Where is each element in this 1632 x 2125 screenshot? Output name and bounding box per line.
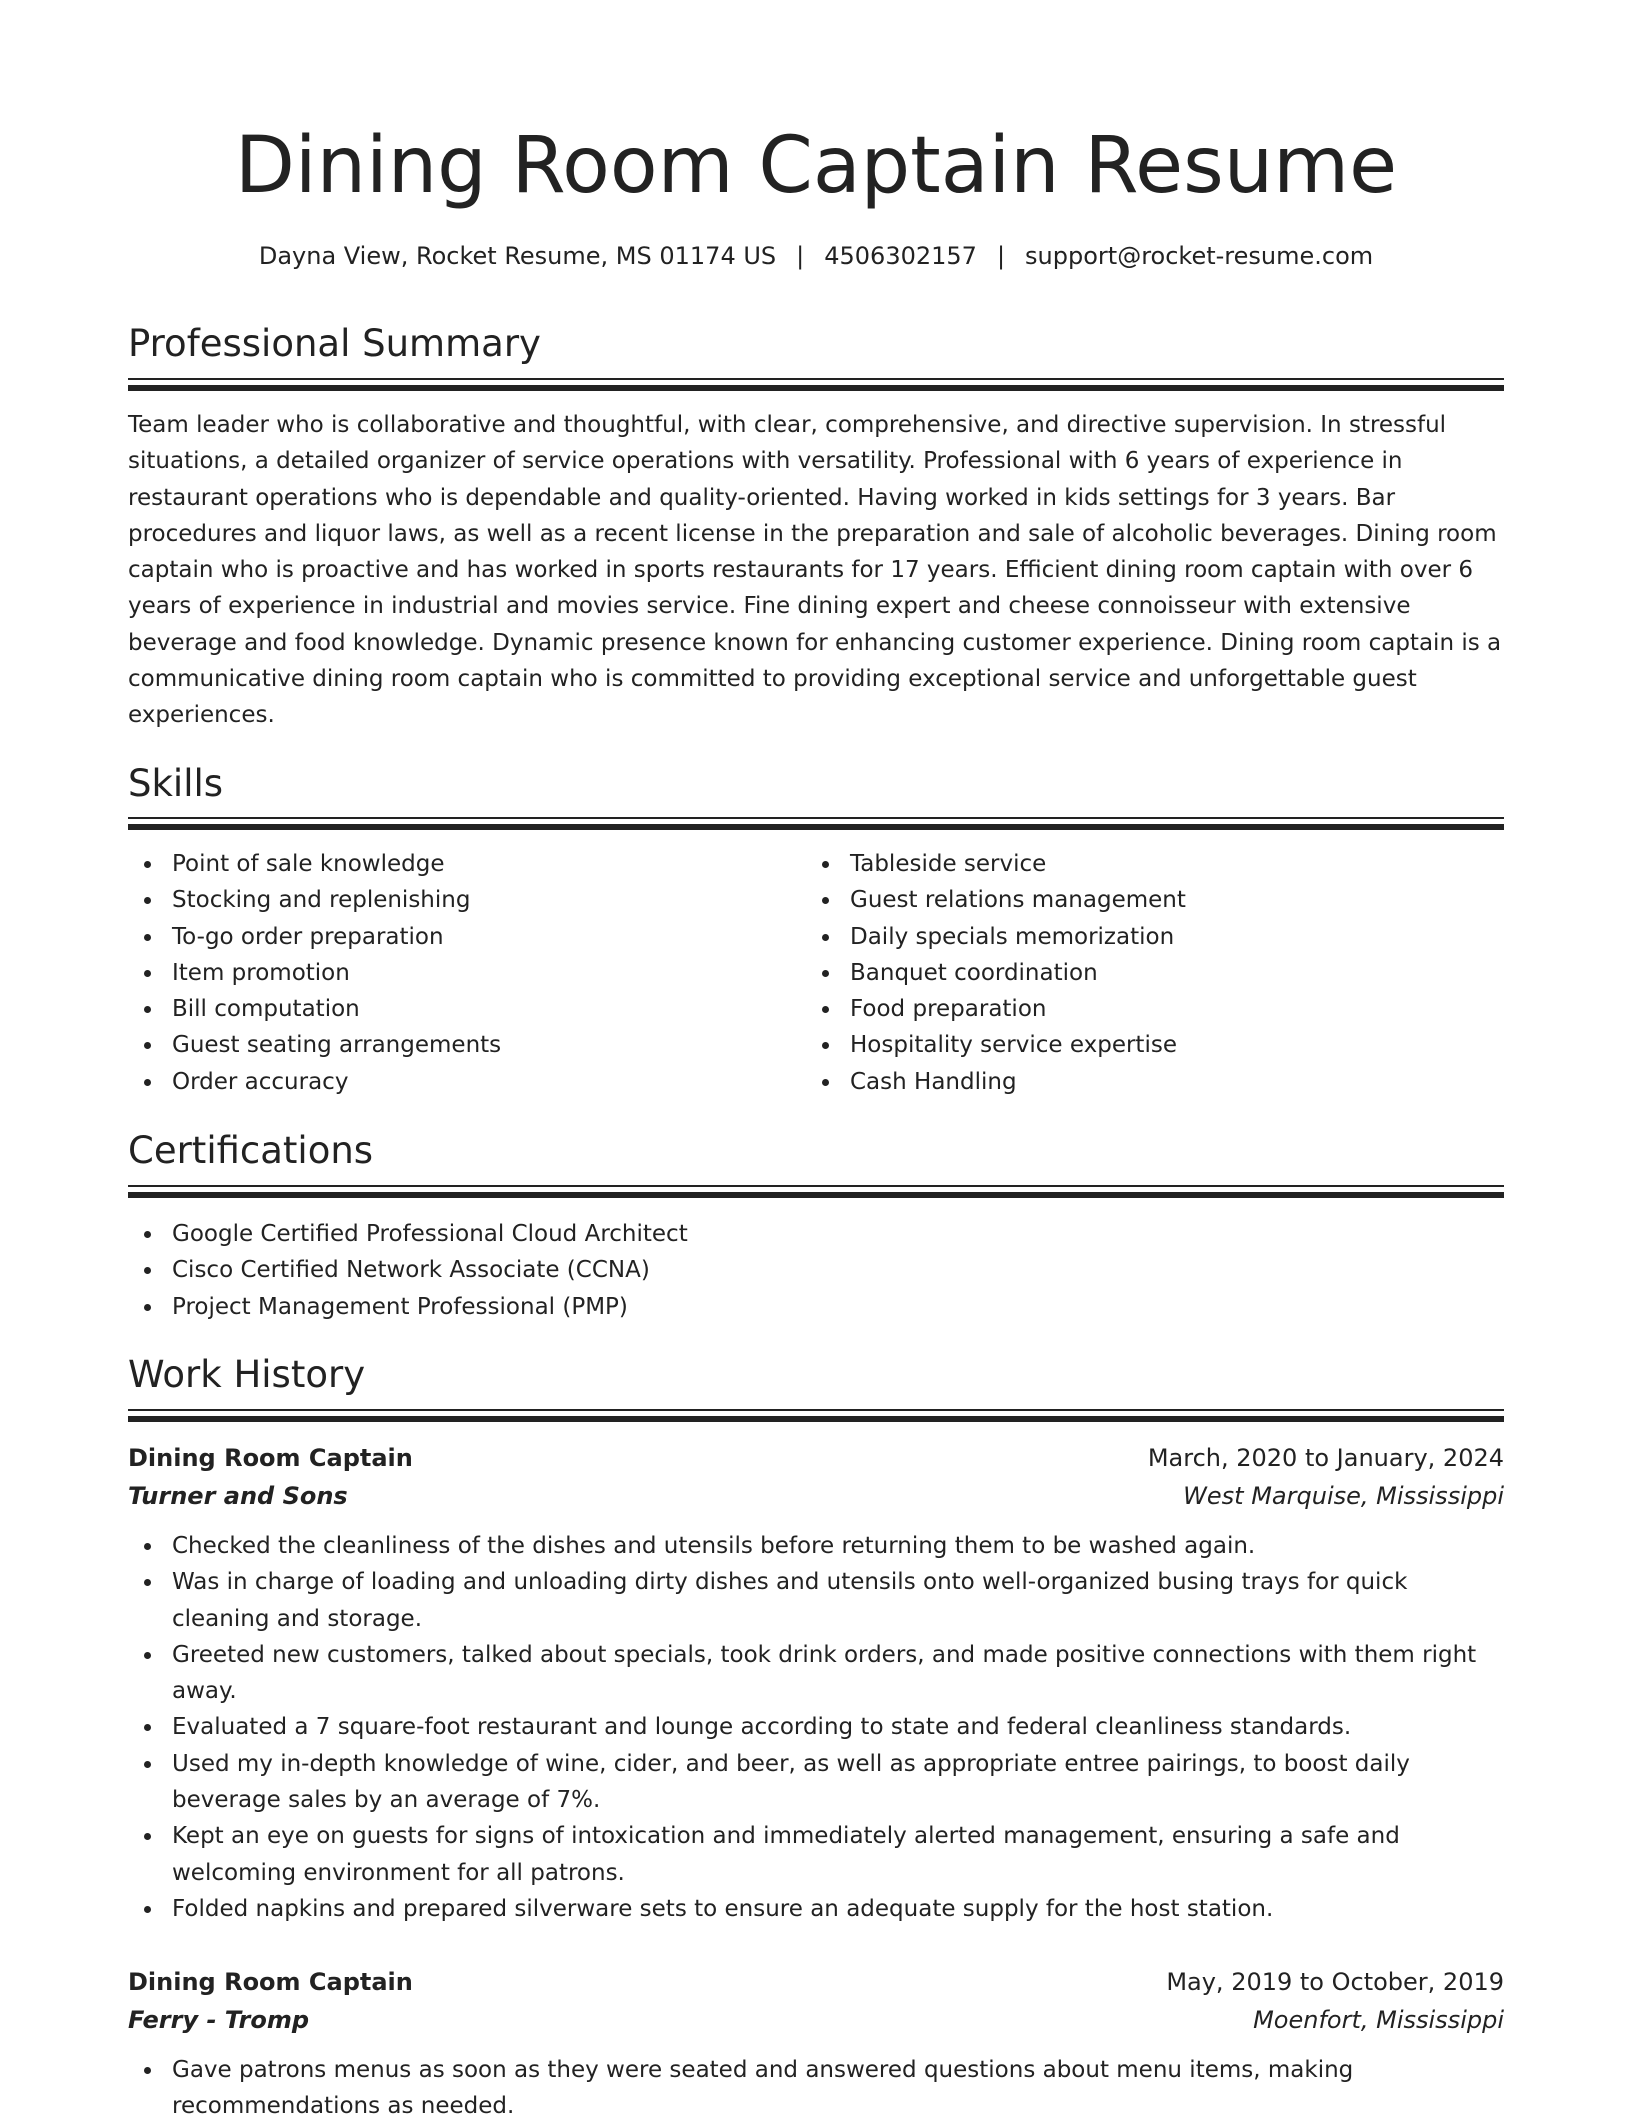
skill-item: Guest relations management <box>806 882 1466 918</box>
resume-title: Dining Room Captain Resume <box>234 121 1398 211</box>
certification-item: Project Management Professional (PMP) <box>128 1289 1504 1325</box>
contact-address: Dayna View, Rocket Resume, MS 01174 US <box>258 242 777 270</box>
skills-list-left <box>128 846 788 1100</box>
section-divider <box>128 817 1504 831</box>
skill-item: Item promotion <box>128 955 788 991</box>
job-entry <box>128 1963 1504 2125</box>
job-duties-list <box>128 2052 1504 2125</box>
job-duty-item: Evaluated a 7 square-foot restaurant and lounge according to state and federal cleanliness standards. <box>128 1709 1504 1745</box>
job-duty-item: Kept an eye on guests for signs of intoxication and immediately alerted management, ensuring a safe and welcoming environment for all patrons. <box>128 1818 1504 1891</box>
section-heading-work-history: Work History <box>128 1353 366 1396</box>
job-company-row <box>128 2001 1504 2039</box>
contact-separator: | <box>796 242 805 270</box>
job-entry <box>128 1439 1504 1927</box>
job-duty-item: Greeted new customers, talked about specials, took drink orders, and made positive connections with them right away. <box>128 1637 1504 1710</box>
skill-item: Point of sale knowledge <box>128 846 788 882</box>
skill-item: To-go order preparation <box>128 919 788 955</box>
skill-item: Order accuracy <box>128 1064 788 1100</box>
skill-item: Hospitality service expertise <box>806 1027 1466 1063</box>
job-header-row <box>128 1439 1504 1477</box>
skill-item: Bill computation <box>128 991 788 1027</box>
job-duty-item: Checked the cleanliness of the dishes and utensils before returning them to be washed again. <box>128 1528 1504 1564</box>
job-location: Moenfort, Mississippi <box>1253 2006 1504 2034</box>
job-duties-list <box>128 1528 1504 1927</box>
certification-item: Cisco Certified Network Associate (CCNA) <box>128 1252 1504 1288</box>
certifications-block <box>128 1216 1504 1325</box>
section-heading-summary: Professional Summary <box>128 322 541 365</box>
summary-text: Team leader who is collaborative and thoughtful, with clear, comprehensive, and directive supervision. In stressful situations, a detailed organizer of service operations with versatility. Professional with 6 years of experience in restaurant operations who is dependable and quality-oriented. Having worked in kids settings for 3 years. Bar procedures and liquor laws, as well as a recent license in the preparation and sale of alcoholic beverages. Dining room captain who is proactive and has worked in sports restaurants for 17 years. Efficient dining room captain with over 6 years of experience in industrial and movies service. Fine dining expert and cheese connoisseur with extensive beverage and food knowledge. Dynamic presence known for enhancing customer experience. Dining room captain is a communicative dining room captain who is committed to providing exceptional service and unforgettable guest experiences. <box>128 412 1502 729</box>
skill-item: Guest seating arrangements <box>128 1027 788 1063</box>
job-company: Ferry - Tromp <box>128 2006 310 2034</box>
job-company: Turner and Sons <box>128 1482 348 1510</box>
skills-list-right <box>806 846 1466 1100</box>
job-location: West Marquise, Mississippi <box>1183 1482 1504 1510</box>
job-company-row <box>128 1477 1504 1515</box>
job-duty-item: Gave patrons menus as soon as they were seated and answered questions about menu items, making recommendations as needed. <box>128 2052 1504 2125</box>
skill-item: Tableside service <box>806 846 1466 882</box>
skill-item: Banquet coordination <box>806 955 1466 991</box>
skills-column-right <box>806 846 1466 1100</box>
skill-item: Cash Handling <box>806 1064 1466 1100</box>
skill-item: Stocking and replenishing <box>128 882 788 918</box>
job-title: Dining Room Captain <box>128 1444 413 1472</box>
job-duty-item: Was in charge of loading and unloading dirty dishes and utensils onto well-organized busing trays for quick cleaning and storage. <box>128 1564 1504 1637</box>
skills-column-left <box>128 846 788 1100</box>
job-header-row <box>128 1963 1504 2001</box>
job-dates: March, 2020 to January, 2024 <box>1147 1444 1504 1472</box>
job-dates: May, 2019 to October, 2019 <box>1166 1968 1504 1996</box>
job-duty-item: Folded napkins and prepared silverware sets to ensure an adequate supply for the host station. <box>128 1891 1504 1927</box>
contact-phone: 4506302157 <box>824 242 977 270</box>
skill-item: Food preparation <box>806 991 1466 1027</box>
section-divider <box>128 1185 1504 1199</box>
certifications-list <box>128 1216 1504 1325</box>
contact-line <box>128 238 1504 274</box>
job-duty-item: Used my in-depth knowledge of wine, cider, and beer, as well as appropriate entree pairings, to boost daily beverage sales by an average of 7%. <box>128 1746 1504 1819</box>
section-divider <box>128 1409 1504 1423</box>
section-heading-certifications: Certifications <box>128 1129 374 1172</box>
section-heading-skills: Skills <box>128 762 224 805</box>
section-divider <box>128 378 1504 392</box>
job-title: Dining Room Captain <box>128 1968 413 1996</box>
contact-email: support@rocket-resume.com <box>1025 242 1374 270</box>
skill-item: Daily specials memorization <box>806 919 1466 955</box>
contact-separator: | <box>996 242 1006 270</box>
certification-item: Google Certified Professional Cloud Architect <box>128 1216 1504 1252</box>
